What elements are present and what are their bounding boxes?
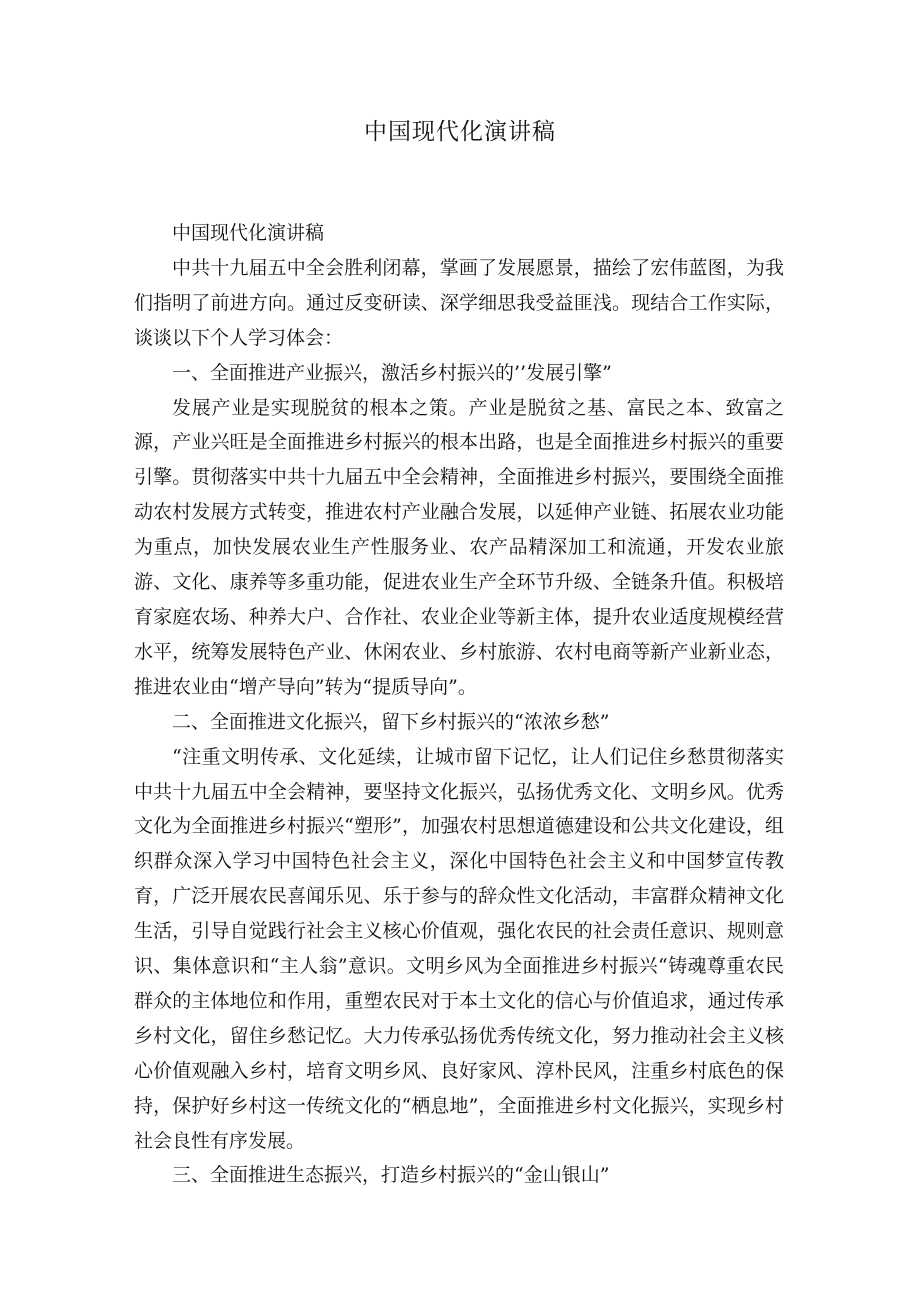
document-title: 中国现代化演讲稿 xyxy=(364,119,556,145)
section-heading-2: 二、全面推进文化振兴，留下乡村振兴的“浓浓乡愁” xyxy=(172,710,610,733)
paragraph-subtitle: 中国现代化演讲稿 xyxy=(172,222,325,244)
section-heading-1: 一、全面推进产业振兴，激活乡村振兴的’’发展引擎” xyxy=(172,361,612,384)
section-heading-3: 三、全面推进生态振兴，打造乡村振兴的“金山银山” xyxy=(172,1164,610,1187)
paragraph-intro: 中共十九届五中全会胜利闭幕，掌画了发展愿景，描绘了宏伟蓝图，为我们指明了前进方向。通过反变研读、深学细思我受益匪浅。现结合工作实际，谈谈以下个人学习体会： xyxy=(134,256,784,349)
document-body xyxy=(134,216,784,1193)
paragraph-section-2: “注重文明传承、文化延续，让城市留下记忆，让人们记住乡愁贯彻落实中共十九届五中全会精神，要坚持文化振兴，弘扬优秀文化、文明乡风。优秀文化为全面推进乡村振兴“塑形”，加强农村思想道德建设和公共文化建设，组织群众深入学习中国特色社会主义，深化中国特色社会主义和中国梦宣传教育，广泛开展农民喜闻乐见、乐于参与的辞众性文化活动，丰富群众精神文化生活，引导自觉践行社会主义核心价值观，强化农民的社会责任意识、规则意识、集体意识和“主人翁”意识。文明乡风为全面推进乡村振兴“铸魂尊重农民群众的主体地位和作用，重塑农民对于本土文化的信心与价值追求，通过传承乡村文化，留住乡愁记忆。大力传承弘扬优秀传统文化，努力推动社会主义核心价值观融入乡村，培育文明乡风、良好家风、淳朴民风，注重乡村底色的保持，保护好乡村这一传统文化的“栖息地”，全面推进乡村文化振兴，实现乡村社会良性有序发展。 xyxy=(134,745,784,1152)
paragraph-section-1: 发展产业是实现脱贫的根本之策。产业是脱贫之基、富民之本、致富之源，产业兴旺是全面推进乡村振兴的根本出路，也是全面推进乡村振兴的重要引擎。贯彻落实中共十九届五中全会精神，全面推进乡村振兴，要围绕全面推动农村发展方式转变，推进农村产业融合发展，以延伸产业链、拓展农业功能为重点，加快发展农业生产性服务业、农产品精深加工和流通，开发农业旅游、文化、康养等多重功能，促进农业生产全环节升级、全链条升值。积极培育家庭农场、种养大户、合作社、农业企业等新主体，提升农业适度规模经营水平，统筹发展特色产业、休闲农业、乡村旅游、农村电商等新产业新业态，推进农业由“增产导向”转为“提质导向”。 xyxy=(134,396,784,698)
